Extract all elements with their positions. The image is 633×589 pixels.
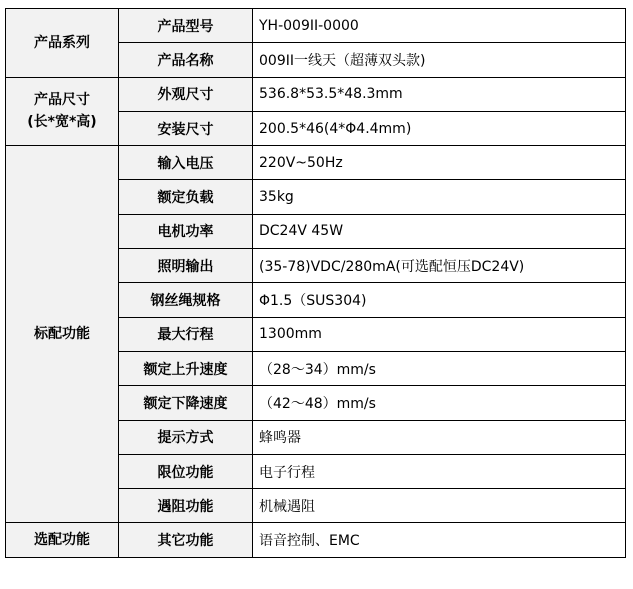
- row-value: 35kg: [253, 180, 626, 214]
- spec-table: [5, 8, 626, 558]
- row-key: 产品型号: [119, 9, 253, 43]
- row-value: 536.8*53.5*48.3mm: [253, 77, 626, 111]
- row-value: 1300mm: [253, 317, 626, 351]
- table-row: [6, 77, 626, 111]
- row-value: DC24V 45W: [253, 214, 626, 248]
- row-value: 蜂鸣器: [253, 420, 626, 454]
- row-key: 额定负载: [119, 180, 253, 214]
- row-value: 200.5*46(4*Φ4.4mm): [253, 111, 626, 145]
- row-key: 照明输出: [119, 249, 253, 283]
- row-value: Φ1.5（SUS304): [253, 283, 626, 317]
- group-standard: 标配功能: [6, 146, 119, 523]
- row-key: 遇阻功能: [119, 489, 253, 523]
- row-value: 语音控制、EMC: [253, 523, 626, 557]
- row-key: 其它功能: [119, 523, 253, 557]
- group-size: [6, 77, 119, 146]
- row-key: 额定上升速度: [119, 351, 253, 385]
- row-value: 220V~50Hz: [253, 146, 626, 180]
- row-value: 机械遇阻: [253, 489, 626, 523]
- row-key: 提示方式: [119, 420, 253, 454]
- row-key: 限位功能: [119, 454, 253, 488]
- row-value: (35-78)VDC/280mA(可选配恒压DC24V): [253, 249, 626, 283]
- group-optional: 选配功能: [6, 523, 119, 557]
- table-row: [6, 523, 626, 557]
- table-row: [6, 146, 626, 180]
- row-key: 额定下降速度: [119, 386, 253, 420]
- table-row: [6, 9, 626, 43]
- row-key: 电机功率: [119, 214, 253, 248]
- row-key: 最大行程: [119, 317, 253, 351]
- row-key: 产品名称: [119, 43, 253, 77]
- row-key: 安装尺寸: [119, 111, 253, 145]
- row-key: 外观尺寸: [119, 77, 253, 111]
- row-value: （42～48）mm/s: [253, 386, 626, 420]
- row-key: 输入电压: [119, 146, 253, 180]
- group-size-subtitle: (长*宽*高): [27, 114, 97, 131]
- row-value: YH-009II-0000: [253, 9, 626, 43]
- group-series: 产品系列: [6, 9, 119, 78]
- row-key: 钢丝绳规格: [119, 283, 253, 317]
- group-size-title: 产品尺寸: [34, 92, 90, 109]
- row-value: 电子行程: [253, 454, 626, 488]
- row-value: （28～34）mm/s: [253, 351, 626, 385]
- row-value: 009II一线天（超薄双头款): [253, 43, 626, 77]
